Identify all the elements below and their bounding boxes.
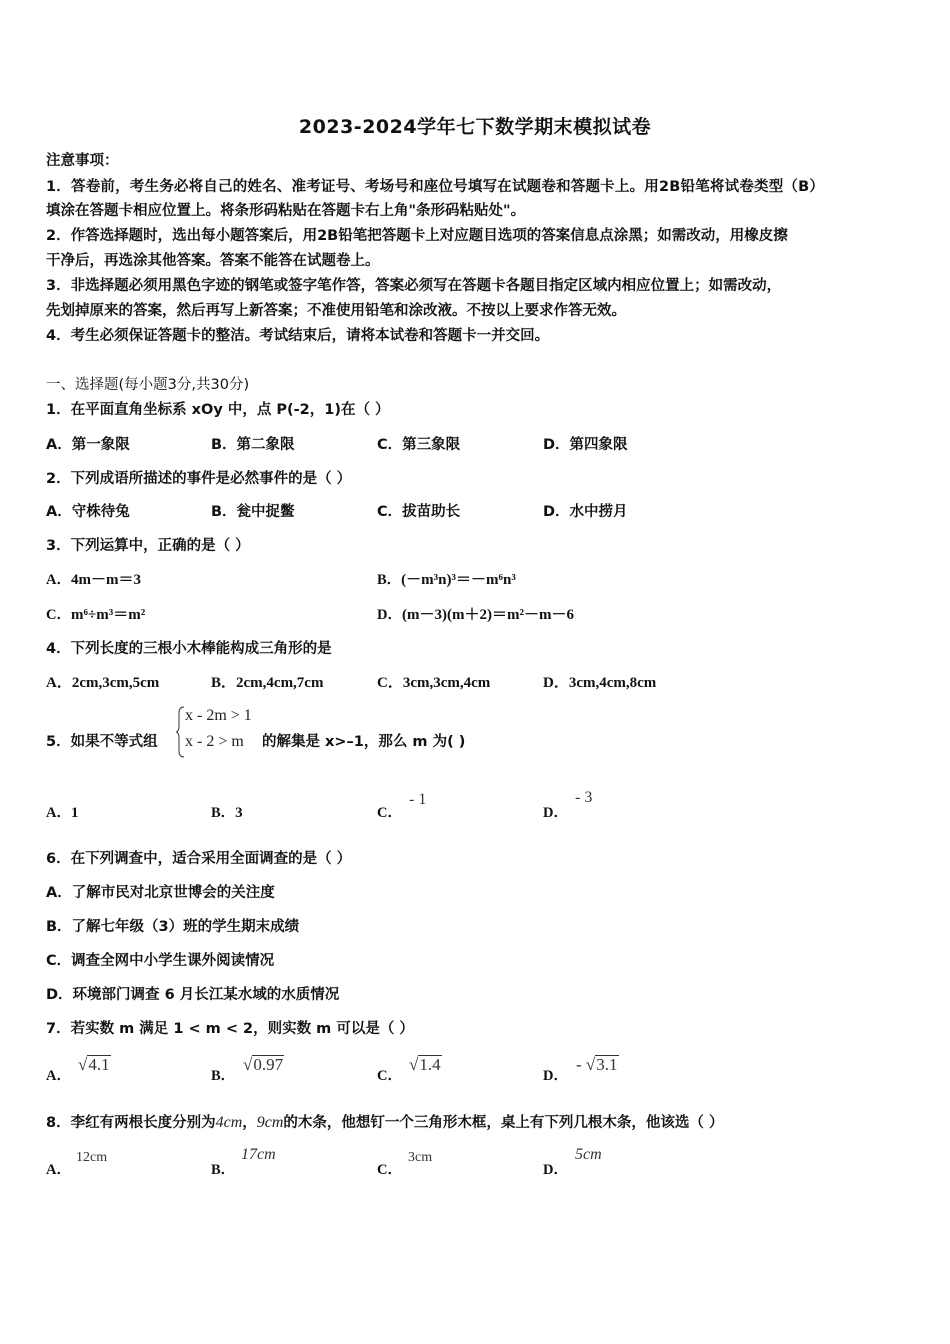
q5-option-b	[211, 803, 243, 823]
q3-option-b-label: B．	[377, 572, 402, 588]
q7-option-c-radicand: 1.4	[419, 1055, 441, 1074]
q3-option-d-expr: (m－3)(m＋2)＝m²－m－6	[401, 607, 574, 623]
q8-option-d-value: 5cm	[575, 1146, 602, 1163]
q8-stem-part-1: 8．李红有两根长度分别为	[46, 1115, 216, 1131]
q7-option-a-sqrt: √4.1	[78, 1055, 110, 1074]
q1-option-b: B．第二象限	[211, 437, 295, 453]
q5-option-d-value: - 3	[575, 789, 593, 806]
q4-option-d	[543, 673, 656, 693]
q7-option-d-sign: -	[576, 1055, 582, 1074]
q8-option-a	[46, 1160, 71, 1180]
q3-option-a-label: A．	[46, 572, 71, 588]
q2-stem: 2．下列成语所描述的事件是必然事件的是（ ）	[46, 471, 352, 487]
q3-option-a	[46, 570, 141, 590]
q7-option-d-radicand: 3.1	[596, 1055, 618, 1074]
q8-option-b	[211, 1160, 235, 1180]
q5-inequality-system	[176, 706, 266, 756]
q1-stem: 1．在平面直角坐标系 xOy 中，点 P(-2，1)在（ ）	[46, 402, 390, 418]
q8-option-c-value: 3cm	[408, 1150, 433, 1165]
q5-option-d	[543, 803, 568, 823]
q5-option-b-value: 3	[235, 805, 243, 821]
q8-length-2: 9cm	[256, 1114, 284, 1131]
q7-option-a	[46, 1066, 71, 1086]
section-heading: 一、选择题(每小题3分,共30分)	[46, 377, 250, 393]
q5-stem-suffix: 的解集是 x>–1，那么 m 为( )	[262, 734, 466, 750]
notice-line-7: 4．考生必须保证答题卡的整洁。考试结束后，请将本试卷和答题卡一并交回。	[46, 328, 550, 344]
page-title: 2023-2024学年七下数学期末模拟试卷	[298, 116, 652, 138]
q7-option-b-label: B．	[211, 1068, 236, 1084]
q7-stem: 7．若实数 m 满足 1 < m < 2，则实数 m 可以是（ ）	[46, 1021, 414, 1037]
q2-option-b: B．瓮中捉鳖	[211, 504, 295, 520]
q8-option-a-label: A．	[46, 1162, 71, 1178]
q8-option-b-label: B．	[211, 1162, 236, 1178]
q7-option-b-radicand: 0.97	[253, 1055, 284, 1074]
q3-option-c	[46, 605, 145, 625]
q5-option-a	[46, 803, 78, 823]
q8-length-1: 4cm	[215, 1114, 243, 1131]
q2-option-d: D．水中捞月	[543, 504, 628, 520]
q3-option-b-expr: (－m³n)³＝－m⁶n³	[401, 572, 516, 588]
q5-inequality-2: x - 2 > m	[185, 733, 244, 750]
q7-option-a-label: A．	[46, 1068, 71, 1084]
notice-line-2: 填涂在答题卡相应位置上。将条形码粘贴在答题卡右上角"条形码粘贴处"。	[46, 203, 526, 219]
q3-option-d-label: D．	[377, 607, 402, 623]
q2-option-c: C．拔苗助长	[377, 504, 461, 520]
q4-stem: 4．下列长度的三根小木棒能构成三角形的是	[46, 641, 332, 657]
q3-option-c-expr: m⁶÷m³＝m²	[70, 607, 146, 623]
q1-option-d: D．第四象限	[543, 437, 628, 453]
q2-option-a: A．守株待兔	[46, 504, 130, 520]
q8-stem-part-2: 的木条，他想钉一个三角形木框，桌上有下列几根木条，他该选（ ）	[283, 1115, 724, 1131]
notice-line-5: 3．非选择题必须用黑色字迹的钢笔或签字笔作答，答案必须写在答题卡各题目指定区域内相应位置上；如需改动，	[46, 278, 782, 294]
q5-option-c-label: C．	[377, 805, 402, 821]
notice-line-1: 1．答卷前，考生务必将自己的姓名、准考证号、考场号和座位号填写在试题卷和答题卡上。用2B铅笔将试卷类型（B）	[46, 179, 825, 195]
q6-option-a: A．了解市民对北京世博会的关注度	[46, 885, 275, 901]
q7-option-c	[377, 1066, 402, 1086]
q5-option-c-value: - 1	[409, 791, 427, 808]
q4-option-a-text: A．2cm,3cm,5cm	[46, 675, 160, 691]
q4-option-c	[377, 673, 490, 693]
q3-stem: 3．下列运算中，正确的是（ ）	[46, 538, 250, 554]
q7-option-d	[543, 1066, 568, 1086]
q3-option-d	[377, 605, 574, 625]
q6-option-c: C．调查全网中小学生课外阅读情况	[46, 953, 275, 969]
q7-option-a-radicand: 4.1	[88, 1055, 110, 1074]
q5-option-d-label: D．	[543, 805, 568, 821]
q8-separator: ，	[242, 1115, 257, 1131]
q8-option-b-value: 17cm	[241, 1146, 276, 1163]
notice-line-3: 2．作答选择题时，选出每小题答案后，用2B铅笔把答题卡上对应题目选项的答案信息点涂黑；如需改动，用橡皮擦	[46, 228, 788, 244]
q5-option-c	[377, 803, 402, 823]
q5-option-a-label: A．	[46, 805, 71, 821]
q5-option-a-value: 1	[70, 805, 79, 821]
q1-option-c: C．第三象限	[377, 437, 461, 453]
notice-line-6: 先划掉原来的答案，然后再写上新答案；不准使用铅笔和涂改液。不按以上要求作答无效。	[46, 303, 626, 319]
q3-option-c-label: C．	[46, 607, 71, 623]
notice-heading: 注意事项：	[46, 153, 119, 169]
q4-option-b-text: B．2cm,4cm,7cm	[211, 675, 324, 691]
q6-option-b: B．了解七年级（3）班的学生期末成绩	[46, 919, 300, 935]
q7-option-c-label: C．	[377, 1068, 402, 1084]
q5-option-b-label: B．	[211, 805, 236, 821]
q8-option-c-label: C．	[377, 1162, 402, 1178]
q7-option-d-sqrt: - √3.1	[576, 1055, 618, 1074]
q7-option-b-sqrt: √0.97	[243, 1055, 284, 1074]
q5-stem-prefix: 5．如果不等式组	[46, 734, 158, 750]
q7-option-c-sqrt: √1.4	[409, 1055, 441, 1074]
q3-option-b	[377, 570, 516, 590]
q4-option-c-text: C．3cm,3cm,4cm	[377, 675, 491, 691]
q6-stem: 6．在下列调查中，适合采用全面调查的是（ ）	[46, 851, 352, 867]
q3-option-a-expr: 4m－m＝3	[70, 572, 141, 588]
q4-option-a	[46, 673, 159, 693]
q6-option-d: D．环境部门调查 6 月长江某水域的水质情况	[46, 987, 340, 1003]
q8-option-a-value: 12cm	[76, 1150, 108, 1165]
q1-option-a: A．第一象限	[46, 437, 130, 453]
notice-line-4: 干净后，再选涂其他答案。答案不能答在试题卷上。	[46, 253, 380, 269]
q4-option-b	[211, 673, 323, 693]
q5-inequality-1: x - 2m > 1	[185, 707, 252, 724]
q7-option-b	[211, 1066, 235, 1086]
q8-stem	[46, 1113, 723, 1133]
q8-option-d-label: D．	[543, 1162, 568, 1178]
q7-option-d-label: D．	[543, 1068, 568, 1084]
q8-option-d	[543, 1160, 568, 1180]
q8-option-c	[377, 1160, 402, 1180]
q4-option-d-text: D．3cm,4cm,8cm	[543, 675, 657, 691]
